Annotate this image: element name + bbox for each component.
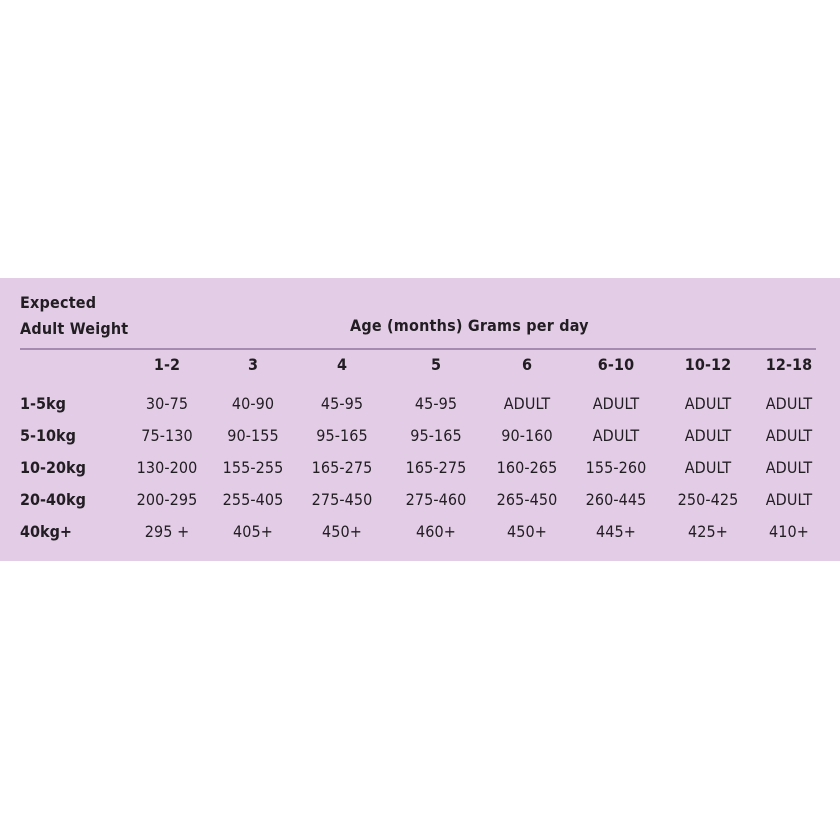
table-cell: 250-425 xyxy=(677,490,739,509)
table-cell: 275-450 xyxy=(311,490,373,509)
header-divider xyxy=(20,348,816,350)
age-heading: Age (months) Grams per day xyxy=(350,316,589,335)
table-cell: ADULT xyxy=(503,394,551,413)
table-cell: 405+ xyxy=(233,522,273,541)
row-label: 40kg+ xyxy=(20,522,72,541)
column-header: 4 xyxy=(336,355,348,374)
table-cell: ADULT xyxy=(765,426,813,445)
column-header: 1-2 xyxy=(153,355,181,374)
table-cell: 260-445 xyxy=(585,490,647,509)
table-cell: 75-130 xyxy=(141,426,193,445)
feeding-table xyxy=(0,278,840,561)
table-cell: ADULT xyxy=(684,394,732,413)
table-cell: 155-260 xyxy=(585,458,647,477)
table-cell: 90-160 xyxy=(501,426,553,445)
table-cell: 450+ xyxy=(507,522,547,541)
corner-label-line-1: Expected xyxy=(20,293,97,312)
table-cell: ADULT xyxy=(765,458,813,477)
table-cell: 165-275 xyxy=(311,458,373,477)
table-cell: 45-95 xyxy=(320,394,364,413)
table-cell: 30-75 xyxy=(145,394,189,413)
row-label: 5-10kg xyxy=(20,426,76,445)
table-cell: 155-255 xyxy=(222,458,284,477)
table-cell: 165-275 xyxy=(405,458,467,477)
table-cell: 160-265 xyxy=(496,458,558,477)
table-cell: 445+ xyxy=(596,522,636,541)
table-cell: 460+ xyxy=(416,522,456,541)
table-cell: 90-155 xyxy=(227,426,279,445)
table-cell: ADULT xyxy=(765,490,813,509)
table-cell: 130-200 xyxy=(136,458,198,477)
table-cell: 410+ xyxy=(769,522,809,541)
table-cell: 265-450 xyxy=(496,490,558,509)
corner-label-line-2: Adult Weight xyxy=(20,319,129,338)
row-label: 10-20kg xyxy=(20,458,86,477)
table-cell: ADULT xyxy=(765,394,813,413)
table-cell: 275-460 xyxy=(405,490,467,509)
table-cell: ADULT xyxy=(684,426,732,445)
column-header: 6-10 xyxy=(597,355,635,374)
table-cell: ADULT xyxy=(684,458,732,477)
table-cell: 40-90 xyxy=(231,394,275,413)
column-header: 5 xyxy=(430,355,442,374)
table-cell: 425+ xyxy=(688,522,728,541)
table-cell: 200-295 xyxy=(136,490,198,509)
table-cell: 95-165 xyxy=(410,426,462,445)
row-label: 20-40kg xyxy=(20,490,86,509)
table-cell: 45-95 xyxy=(414,394,458,413)
table-cell: 450+ xyxy=(322,522,362,541)
table-cell: ADULT xyxy=(592,426,640,445)
column-header: 10-12 xyxy=(684,355,732,374)
table-cell: ADULT xyxy=(592,394,640,413)
table-cell: 95-165 xyxy=(316,426,368,445)
column-header: 12-18 xyxy=(765,355,813,374)
table-cell: 295 + xyxy=(144,522,190,541)
expected-adult-weight-label xyxy=(20,290,128,342)
row-label: 1-5kg xyxy=(20,394,66,413)
column-header: 6 xyxy=(521,355,533,374)
table-cell: 255-405 xyxy=(222,490,284,509)
column-header: 3 xyxy=(247,355,259,374)
